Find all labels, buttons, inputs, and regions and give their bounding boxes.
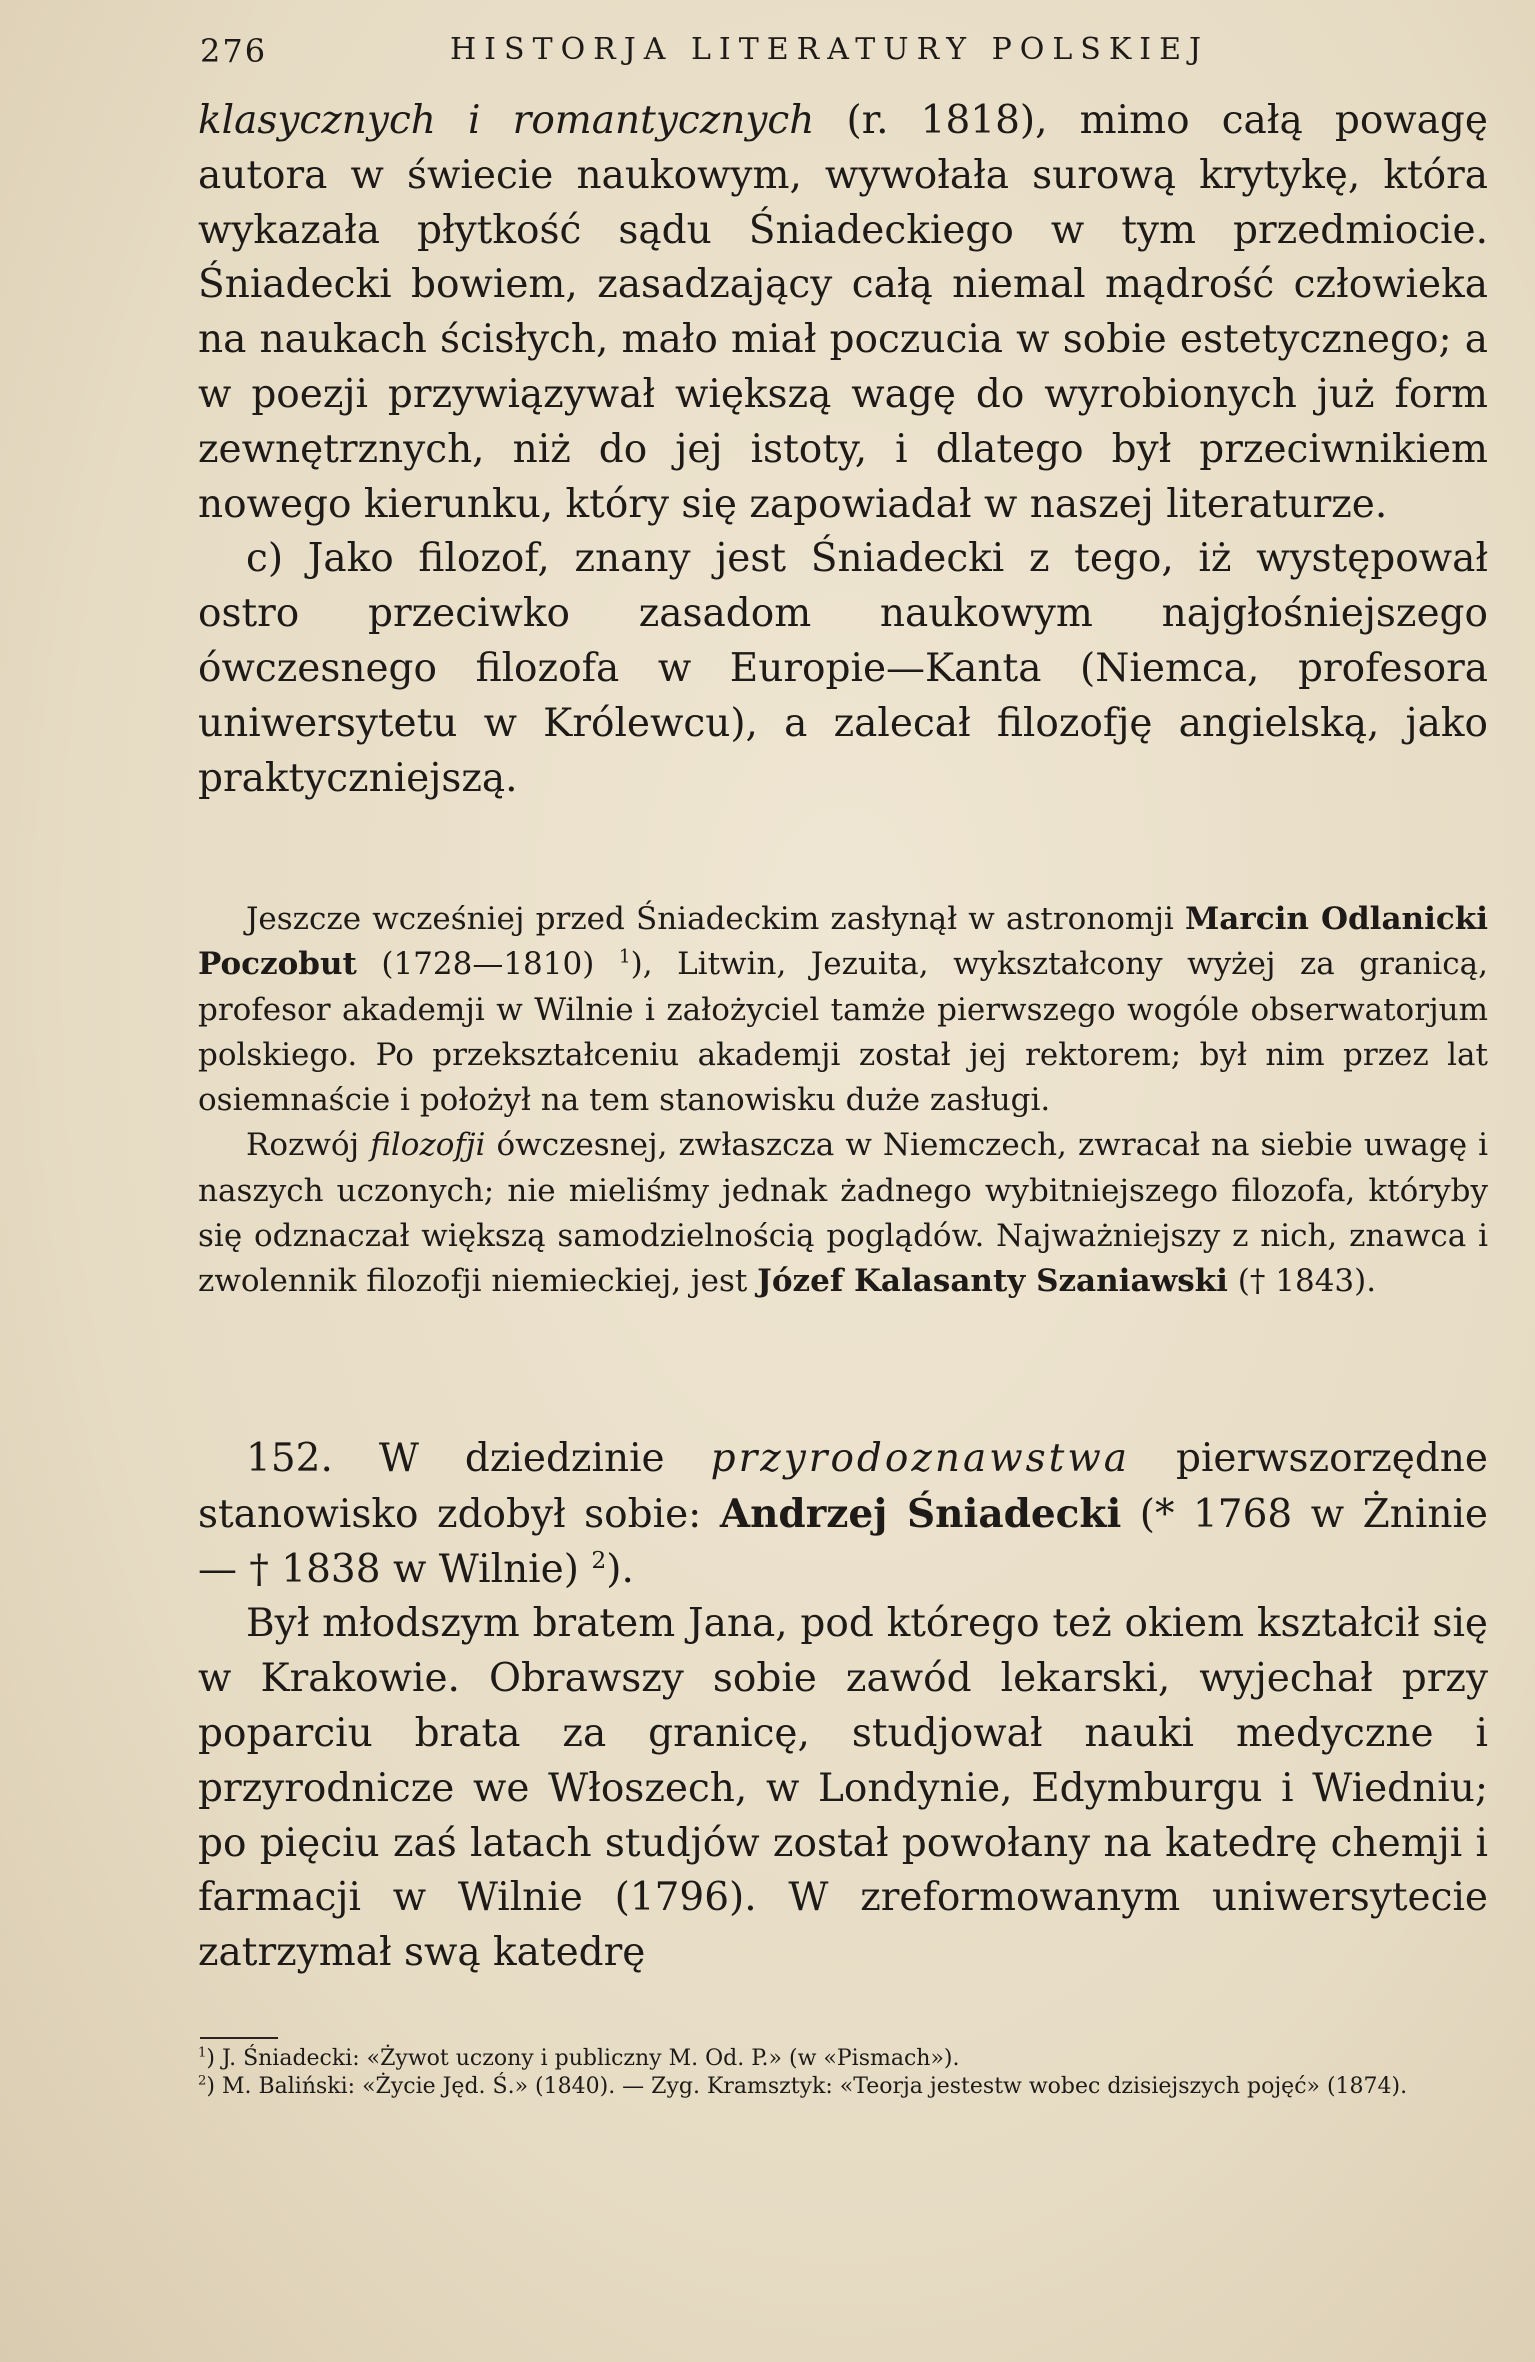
text-run: ), Litwin, Jezuita, wykształcony wyżej za granicą, profesor akademji w Wilnie i założyciel tamże pierwszego wogóle obserwatorjum polskiego. Po przekształceniu akademji został jej rektorem; był nim przez lat osiemnaście i położył na tem stanowisku duże zasługi. — [198, 946, 1488, 1119]
text-run: Jeszcze wcześniej przed Śniadeckim zasłynął w astronomji — [246, 901, 1185, 937]
page-number: 276 — [200, 32, 268, 70]
text-run: ówczesnej, zwłaszcza w Niemczech, zwracał na siebie uwagę i naszych uczonych; nie mieliśmy jednak żadnego wybitniejszego filozofa, któryby się odznaczał większą samodzielnością poglądów. Najważniejszy z nich, znawca i zwolennik filozofji niemieckiej, jest — [198, 1127, 1488, 1300]
person-name: Marcin Odlanicki Poczobut — [198, 901, 1488, 983]
page-header — [200, 22, 1475, 82]
person-name: Józef Kalasanty Szaniawski — [757, 1263, 1228, 1300]
footnote-mark: 1 — [198, 2045, 207, 2061]
footnote-text: ) J. Śniadecki: «Żywot uczony i publiczny M. Od. P.» (w «Pismach»). — [206, 2046, 960, 2071]
paragraph-text: (r. 1818), mimo całą powagę autora w świecie naukowym, wywołała surową krytykę, która wykazała płytkość sądu Śniadeckiego w tym przedmiocie. Śniadecki bowiem, zasadzający całą niemal mądrość człowieka na naukach ścisłych, mało miał poczucia w sobie estetycznego; a w poezji przywiązywał większą wagę do wyrobionych już form zewnętrznych, niż do jej istoty, i dlatego był przeciwnikiem nowego kierunku, który się zapowiadał w naszej literaturze. — [198, 98, 1488, 527]
paragraph-philosopher: c) Jako filozof, znany jest Śniadecki z tego, iż występował ostro przeciwko zasadom naukowym najgłośniejszego ówczesnego filozofa w Europie—Kanta (Niemca, profesora uniwersytetu w Królewcu), a zalecał filozofję angielską, jako praktyczniejszą. — [198, 536, 1488, 801]
text-run: pierwszorzędne stanowisko zdobył sobie: — [198, 1436, 1489, 1537]
footnote-divider — [200, 2037, 278, 2039]
text-run: W dziedzinie — [332, 1436, 711, 1481]
text-run: Rozwój — [246, 1127, 371, 1164]
text-run: († 1843). — [1227, 1263, 1377, 1300]
footnote-mark: 2 — [198, 2073, 207, 2089]
text-run: ). — [606, 1546, 634, 1592]
text-run: (* 1768 w Żninie — † 1838 w Wilnie) — [198, 1491, 1488, 1592]
italic-phrase: klasycznych i romantycznych — [198, 98, 815, 143]
running-title: HISTORJA LITERATURY POLSKIEJ — [450, 32, 1210, 67]
paragraph-poczobut — [198, 897, 1488, 1123]
paragraph-continuation — [198, 94, 1488, 532]
footnote — [198, 2073, 1488, 2101]
footnote — [198, 2045, 1488, 2073]
section-number: 152. — [246, 1436, 333, 1481]
italic-term: przyrodoznawstwa — [710, 1436, 1130, 1481]
paragraph-biography: Był młodszym bratem Jana, pod którego też okiem kształcił się w Krakowie. Obrawszy sobie zawód lekarski, wyjechał przy poparciu brata za granicę, studjował nauki medyczne i przyrodnicze we Włoszech, w Londynie, Edymburgu i Wiedniu; po pięciu zaś latach studjów został powołany na katedrę chemji i farmacji w Wilnie (1796). W zreformowanym uniwersytecie zatrzymał swą katedrę — [198, 1601, 1488, 1976]
footnotes — [198, 2045, 1488, 2101]
footnote-ref: 2 — [591, 1545, 607, 1574]
section-152 — [198, 1432, 1488, 1597]
italic-term: filozofji — [370, 1127, 486, 1164]
body-text-upper — [198, 94, 1488, 806]
person-name: Andrzej Śniadecki — [719, 1490, 1122, 1537]
paragraph-filozofja — [198, 1123, 1488, 1304]
text-run: (1728—1810) — [356, 946, 619, 983]
footnote-ref: 1 — [618, 946, 631, 968]
footnote-text: ) M. Baliński: «Życie Jęd. Ś.» (1840). — Zyg. Kramsztyk: «Teorja jestestw wobec dzisiejszych pojęć» (1874). — [206, 2074, 1408, 2099]
body-text-lower — [198, 1432, 1488, 1981]
small-print-section — [198, 897, 1488, 1305]
